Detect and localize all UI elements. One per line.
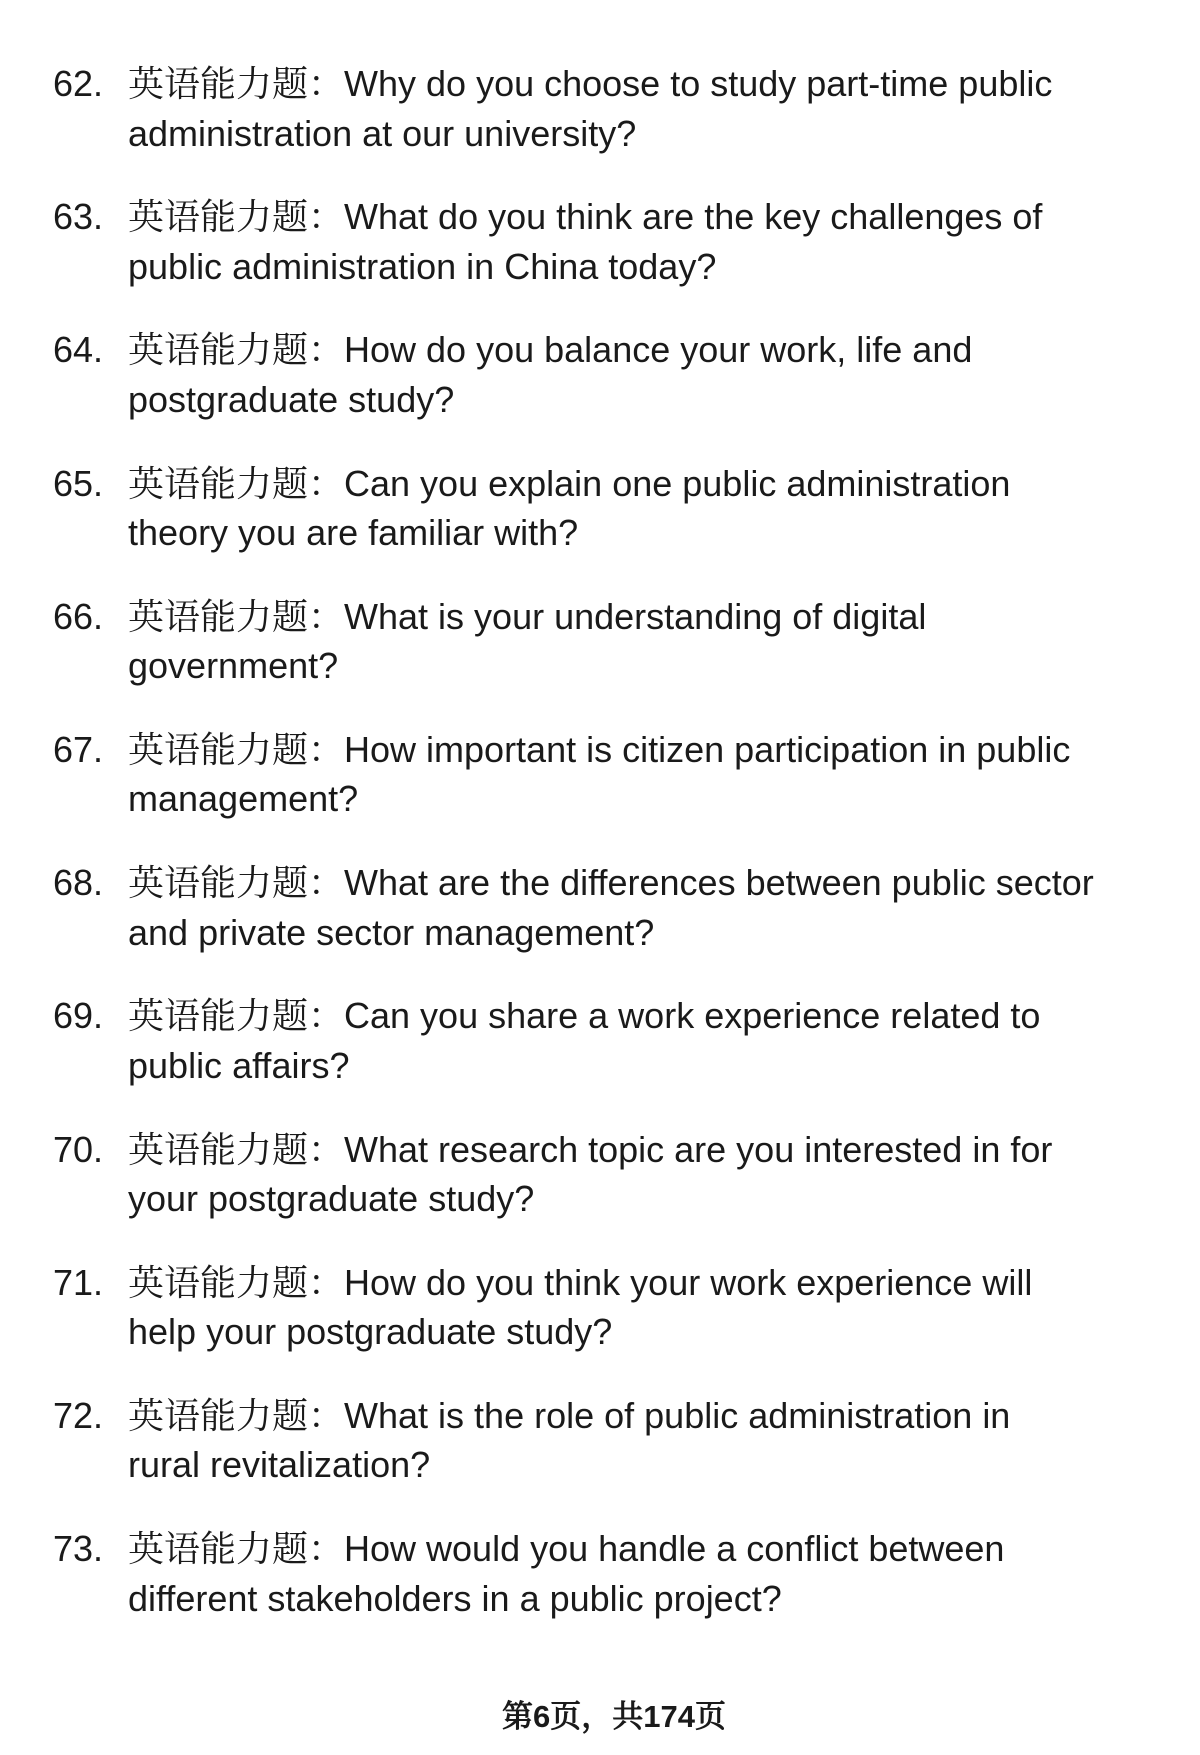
- question-category: 英语能力题：: [128, 595, 345, 637]
- question-category: 英语能力题：: [128, 462, 345, 504]
- question-number: 72.: [53, 1394, 104, 1436]
- question-number: 68.: [53, 862, 104, 904]
- question-item: [0, 592, 1200, 725]
- question-text-line: What are the differences between public sector: [344, 862, 1094, 904]
- question-text-line: What is the role of public administration in: [344, 1394, 1011, 1436]
- question-text-line: and private sector management?: [128, 911, 655, 953]
- question-text-line: How would you handle a conflict between: [344, 1528, 1005, 1570]
- question-text-line: rural revitalization?: [128, 1444, 431, 1486]
- question-number: 73.: [53, 1528, 104, 1570]
- question-text-line: What is your understanding of digital: [344, 595, 927, 637]
- question-body: [128, 592, 1178, 691]
- question-text-line: different stakeholders in a public project?: [128, 1577, 782, 1619]
- question-text-line: How important is citizen participation in public: [344, 728, 1071, 770]
- question-body: [128, 459, 1178, 558]
- question-list: [0, 59, 1200, 1657]
- question-number: 70.: [53, 1128, 104, 1170]
- question-category: 英语能力题：: [128, 1128, 345, 1170]
- question-text-line: theory you are familiar with?: [128, 512, 579, 554]
- question-number: 65.: [53, 462, 104, 504]
- question-category: 英语能力题：: [128, 329, 345, 371]
- question-item: [0, 858, 1200, 991]
- question-body: [128, 858, 1178, 957]
- question-body: [128, 1258, 1178, 1357]
- question-number: 62.: [53, 63, 104, 104]
- page-number-footer: 第6页，共174页: [502, 1699, 726, 1734]
- question-text-line: administration at our university?: [128, 112, 637, 154]
- question-category: 英语能力题：: [128, 63, 345, 104]
- question-body: [128, 1391, 1178, 1490]
- question-body: [128, 59, 1178, 158]
- question-body: [128, 725, 1178, 824]
- question-item: [0, 1391, 1200, 1524]
- question-text-line: your postgraduate study?: [128, 1178, 535, 1219]
- question-item: [0, 59, 1200, 192]
- question-item: [0, 725, 1200, 858]
- question-body: [128, 192, 1178, 291]
- question-category: 英语能力题：: [128, 1261, 345, 1303]
- question-number: 71.: [53, 1261, 104, 1303]
- question-item: [0, 1258, 1200, 1391]
- question-number: 67.: [53, 728, 104, 770]
- question-category: 英语能力题：: [128, 1528, 345, 1570]
- question-body: [128, 1125, 1178, 1224]
- question-item: [0, 1125, 1200, 1258]
- question-item: [0, 1524, 1200, 1657]
- question-text-line: government?: [128, 645, 339, 687]
- question-item: [0, 991, 1200, 1124]
- question-category: 英语能力题：: [128, 196, 345, 238]
- question-item: [0, 325, 1200, 458]
- question-number: 69.: [53, 995, 104, 1037]
- question-text-line: What research topic are you interested in for: [344, 1128, 1053, 1170]
- question-text-line: What do you think are the key challenges of: [344, 196, 1043, 238]
- question-category: 英语能力题：: [128, 862, 345, 904]
- question-body: [128, 991, 1178, 1090]
- question-text-line: public affairs?: [128, 1044, 350, 1086]
- question-text-line: postgraduate study?: [128, 378, 455, 420]
- question-text-line: How do you think your work experience will: [344, 1261, 1033, 1303]
- question-text-line: management?: [128, 778, 359, 820]
- question-text-line: public administration in China today?: [128, 245, 717, 287]
- question-category: 英语能力题：: [128, 728, 345, 770]
- question-item: [0, 459, 1200, 592]
- question-category: 英语能力题：: [128, 995, 345, 1037]
- question-number: 63.: [53, 196, 104, 238]
- question-number: 64.: [53, 329, 104, 371]
- question-text-line: Why do you choose to study part-time public: [344, 63, 1053, 104]
- question-item: [0, 192, 1200, 325]
- question-body: [128, 325, 1178, 424]
- question-number: 66.: [53, 595, 104, 637]
- question-text-line: How do you balance your work, life and: [344, 329, 973, 371]
- question-text-line: help your postgraduate study?: [128, 1311, 613, 1353]
- question-text-line: Can you share a work experience related to: [344, 995, 1041, 1037]
- question-category: 英语能力题：: [128, 1394, 345, 1436]
- question-body: [128, 1524, 1178, 1623]
- question-text-line: Can you explain one public administration: [344, 462, 1011, 504]
